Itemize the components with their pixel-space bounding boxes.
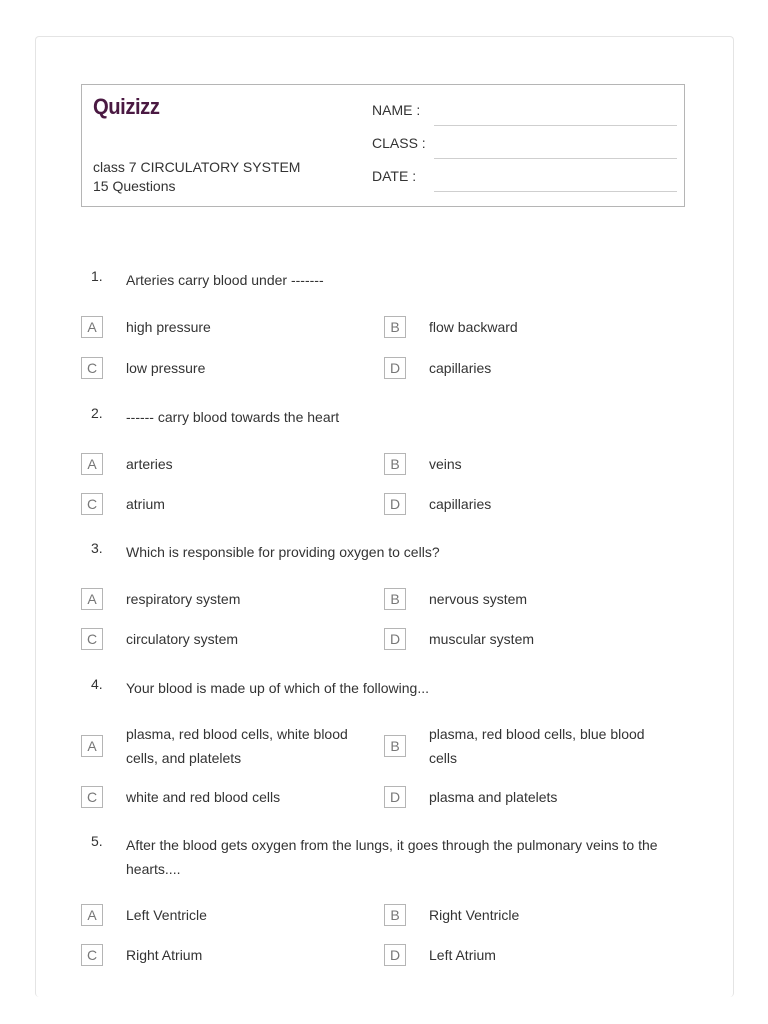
option-text: respiratory system [126, 591, 241, 607]
question-text: After the blood gets oxygen from the lungs, it goes through the pulmonary veins to the hearts.... [126, 837, 658, 877]
option-letter-box[interactable]: B [384, 316, 406, 338]
option-text: capillaries [429, 360, 492, 376]
option-letter-box[interactable]: A [81, 735, 103, 757]
option-letter-box[interactable]: D [384, 628, 406, 650]
option-text: Right Ventricle [429, 907, 520, 923]
option-text: flow backward [429, 319, 518, 335]
option-text: high pressure [126, 319, 211, 335]
option-letter-box[interactable]: D [384, 493, 406, 515]
question-count: 15 Questions [93, 178, 176, 194]
option-letter-box[interactable]: A [81, 904, 103, 926]
option-text: atrium [126, 496, 165, 512]
question-text: Your blood is made up of which of the following... [126, 680, 430, 696]
class-field[interactable] [372, 135, 677, 155]
question-number: 5. [91, 833, 103, 849]
question-text: Which is responsible for providing oxygen to cells? [126, 544, 440, 560]
option-text: Left Atrium [429, 947, 496, 963]
option-letter-box[interactable]: C [81, 786, 103, 808]
option-text: low pressure [126, 360, 206, 376]
option-letter-box[interactable]: A [81, 453, 103, 475]
question-number: 2. [91, 405, 103, 421]
question-text: Arteries carry blood under ------- [126, 272, 324, 288]
option-letter-box[interactable]: C [81, 493, 103, 515]
question-number: 4. [91, 676, 103, 692]
quizizz-logo: Quizizz [93, 94, 160, 119]
date-field-line[interactable] [434, 191, 677, 192]
name-field-line[interactable] [434, 125, 677, 126]
date-field-label: DATE : [372, 168, 417, 184]
option-text: Left Ventricle [126, 907, 207, 923]
option-letter-box[interactable]: C [81, 944, 103, 966]
option-text: Right Atrium [126, 947, 203, 963]
option-letter-box[interactable]: C [81, 357, 103, 379]
option-text: circulatory system [126, 631, 239, 647]
option-letter-box[interactable]: A [81, 316, 103, 338]
class-field-line[interactable] [434, 158, 677, 159]
option-letter-box[interactable]: B [384, 453, 406, 475]
date-field[interactable] [372, 168, 677, 188]
option-letter-box[interactable]: B [384, 904, 406, 926]
name-field-label: NAME : [372, 102, 421, 118]
question-text: ------ carry blood towards the heart [126, 409, 340, 425]
option-text: capillaries [429, 496, 492, 512]
option-text: arteries [126, 456, 173, 472]
name-field[interactable] [372, 102, 677, 122]
option-letter-box[interactable]: D [384, 786, 406, 808]
option-letter-box[interactable]: B [384, 735, 406, 757]
option-letter-box[interactable]: B [384, 588, 406, 610]
class-field-label: CLASS : [372, 135, 426, 151]
option-text: plasma and platelets [429, 789, 558, 805]
question-number: 3. [91, 540, 103, 556]
quiz-title: class 7 CIRCULATORY SYSTEM [93, 159, 301, 175]
option-letter-box[interactable]: C [81, 628, 103, 650]
option-text: muscular system [429, 631, 535, 647]
option-text: nervous system [429, 591, 528, 607]
option-text: plasma, red blood cells, blue blood cells [429, 726, 645, 766]
option-letter-box[interactable]: D [384, 357, 406, 379]
option-letter-box[interactable]: A [81, 588, 103, 610]
option-text: plasma, red blood cells, white blood cells, and platelets [126, 726, 348, 766]
option-text: veins [429, 456, 462, 472]
option-text: white and red blood cells [126, 789, 281, 805]
question-number: 1. [91, 268, 103, 284]
option-letter-box[interactable]: D [384, 944, 406, 966]
